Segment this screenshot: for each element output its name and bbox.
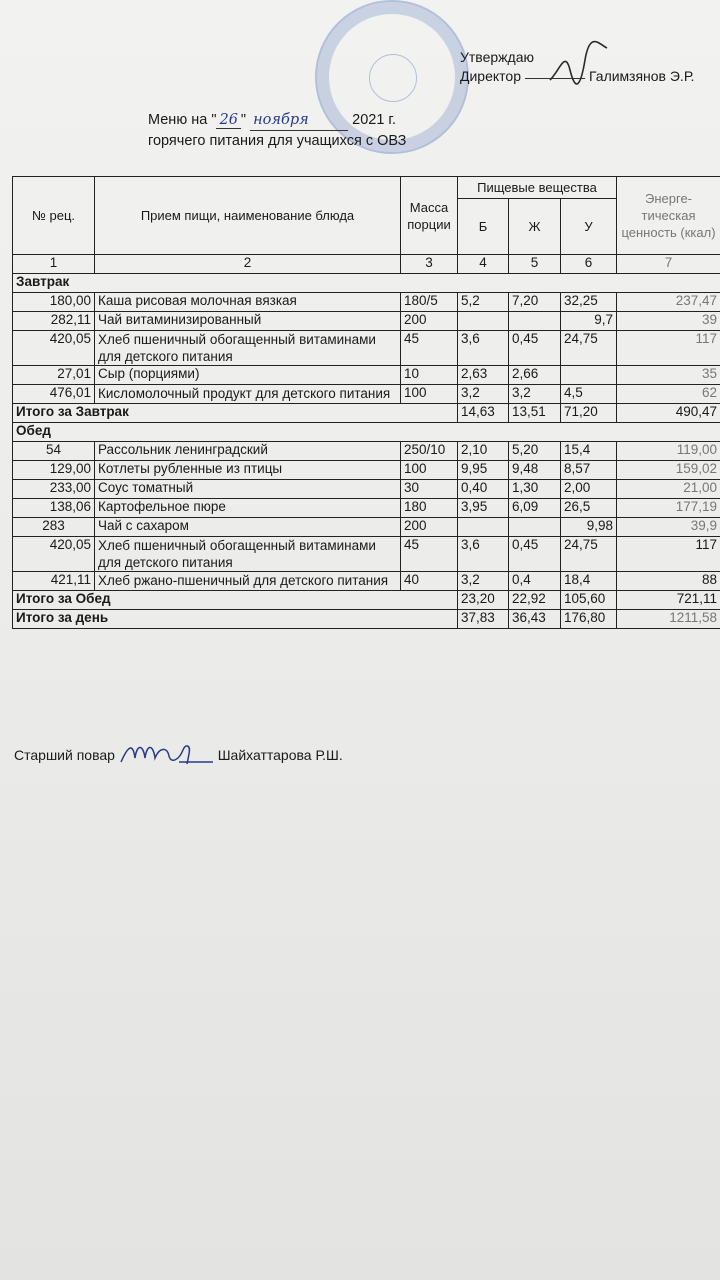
menu-month: ноября	[250, 110, 348, 131]
header-zh: Ж	[509, 199, 561, 255]
table-row: 54 Рассольник ленинградский 250/10 2,10 5,20 15,4 119,00	[13, 442, 720, 461]
menu-year: 2021 г.	[352, 112, 396, 128]
header-dish: Прием пищи, наименование блюда	[95, 177, 401, 255]
stamp-emblem	[369, 54, 417, 102]
table-row: 180,00 Каша рисовая молочная вязкая 180/5 5,2 7,20 32,25 237,47	[13, 293, 720, 312]
table-row: 129,00 Котлеты рубленные из птицы 100 9,95 9,48 8,57 159,02	[13, 461, 720, 480]
lunch-total-row: Итого за Обед 23,20 22,92 105,60 721,11	[13, 591, 720, 610]
director-label: Директор	[460, 68, 521, 84]
director-name: Галимзянов Э.Р.	[588, 68, 695, 84]
menu-table	[12, 176, 720, 629]
header-b: Б	[458, 199, 509, 255]
section-lunch: Обед	[13, 423, 720, 442]
table-row: 282,11 Чай витаминизированный 200 9,7 39	[13, 312, 720, 331]
table-row: 27,01 Сыр (порциями) 10 2,63 2,66 35	[13, 366, 720, 385]
table-row: 421,11 Хлеб ржано-пшеничный для детского питания 40 3,2 0,4 18,4 88	[13, 572, 720, 591]
director-signature	[545, 40, 615, 95]
header-mass: Масса порции	[401, 177, 458, 255]
breakfast-total-row: Итого за Завтрак 14,63 13,51 71,20 490,47	[13, 404, 720, 423]
header-energy: Энерге-тическая ценность (ккал)	[617, 177, 720, 255]
cook-name: Шайхаттарова Р.Ш.	[217, 747, 343, 763]
menu-day: 26	[216, 112, 240, 129]
table-row: 138,06 Картофельное пюре 180 3,95 6,09 26,5 177,19	[13, 499, 720, 518]
cook-label: Старший повар	[14, 747, 115, 763]
cook-signature	[119, 740, 214, 766]
column-numbers-row: 1 2 3 4 5 6 7	[13, 255, 720, 274]
header-u: У	[561, 199, 617, 255]
table-row: 420,05 Хлеб пшеничный обогащенный витаминами для детского питания 45 3,6 0,45 24,75 117	[13, 331, 720, 366]
cook-signature-block	[14, 740, 343, 766]
table-row: 476,01 Кисломолочный продукт для детского питания 100 3,2 3,2 4,5 62	[13, 385, 720, 404]
menu-title: Меню на " 26 " ноября 2021 г. горячего питания для учащихся с ОВЗ	[148, 112, 407, 149]
table-row: 420,05 Хлеб пшеничный обогащенный витаминами для детского питания 45 3,6 0,45 24,75 117	[13, 537, 720, 572]
table-row: 283 Чай с сахаром 200 9,98 39,9	[13, 518, 720, 537]
menu-subtitle: горячего питания для учащихся с ОВЗ	[148, 133, 407, 149]
approval-heading: Утверждаю	[460, 49, 534, 65]
table-row: 233,00 Соус томатный 30 0,40 1,30 2,00 21,00	[13, 480, 720, 499]
day-total-row: Итого за день 37,83 36,43 176,80 1211,58	[13, 610, 720, 629]
section-breakfast: Завтрак	[13, 274, 720, 293]
header-nutrients: Пищевые вещества	[458, 177, 617, 199]
header-rec-no: № рец.	[13, 177, 95, 255]
